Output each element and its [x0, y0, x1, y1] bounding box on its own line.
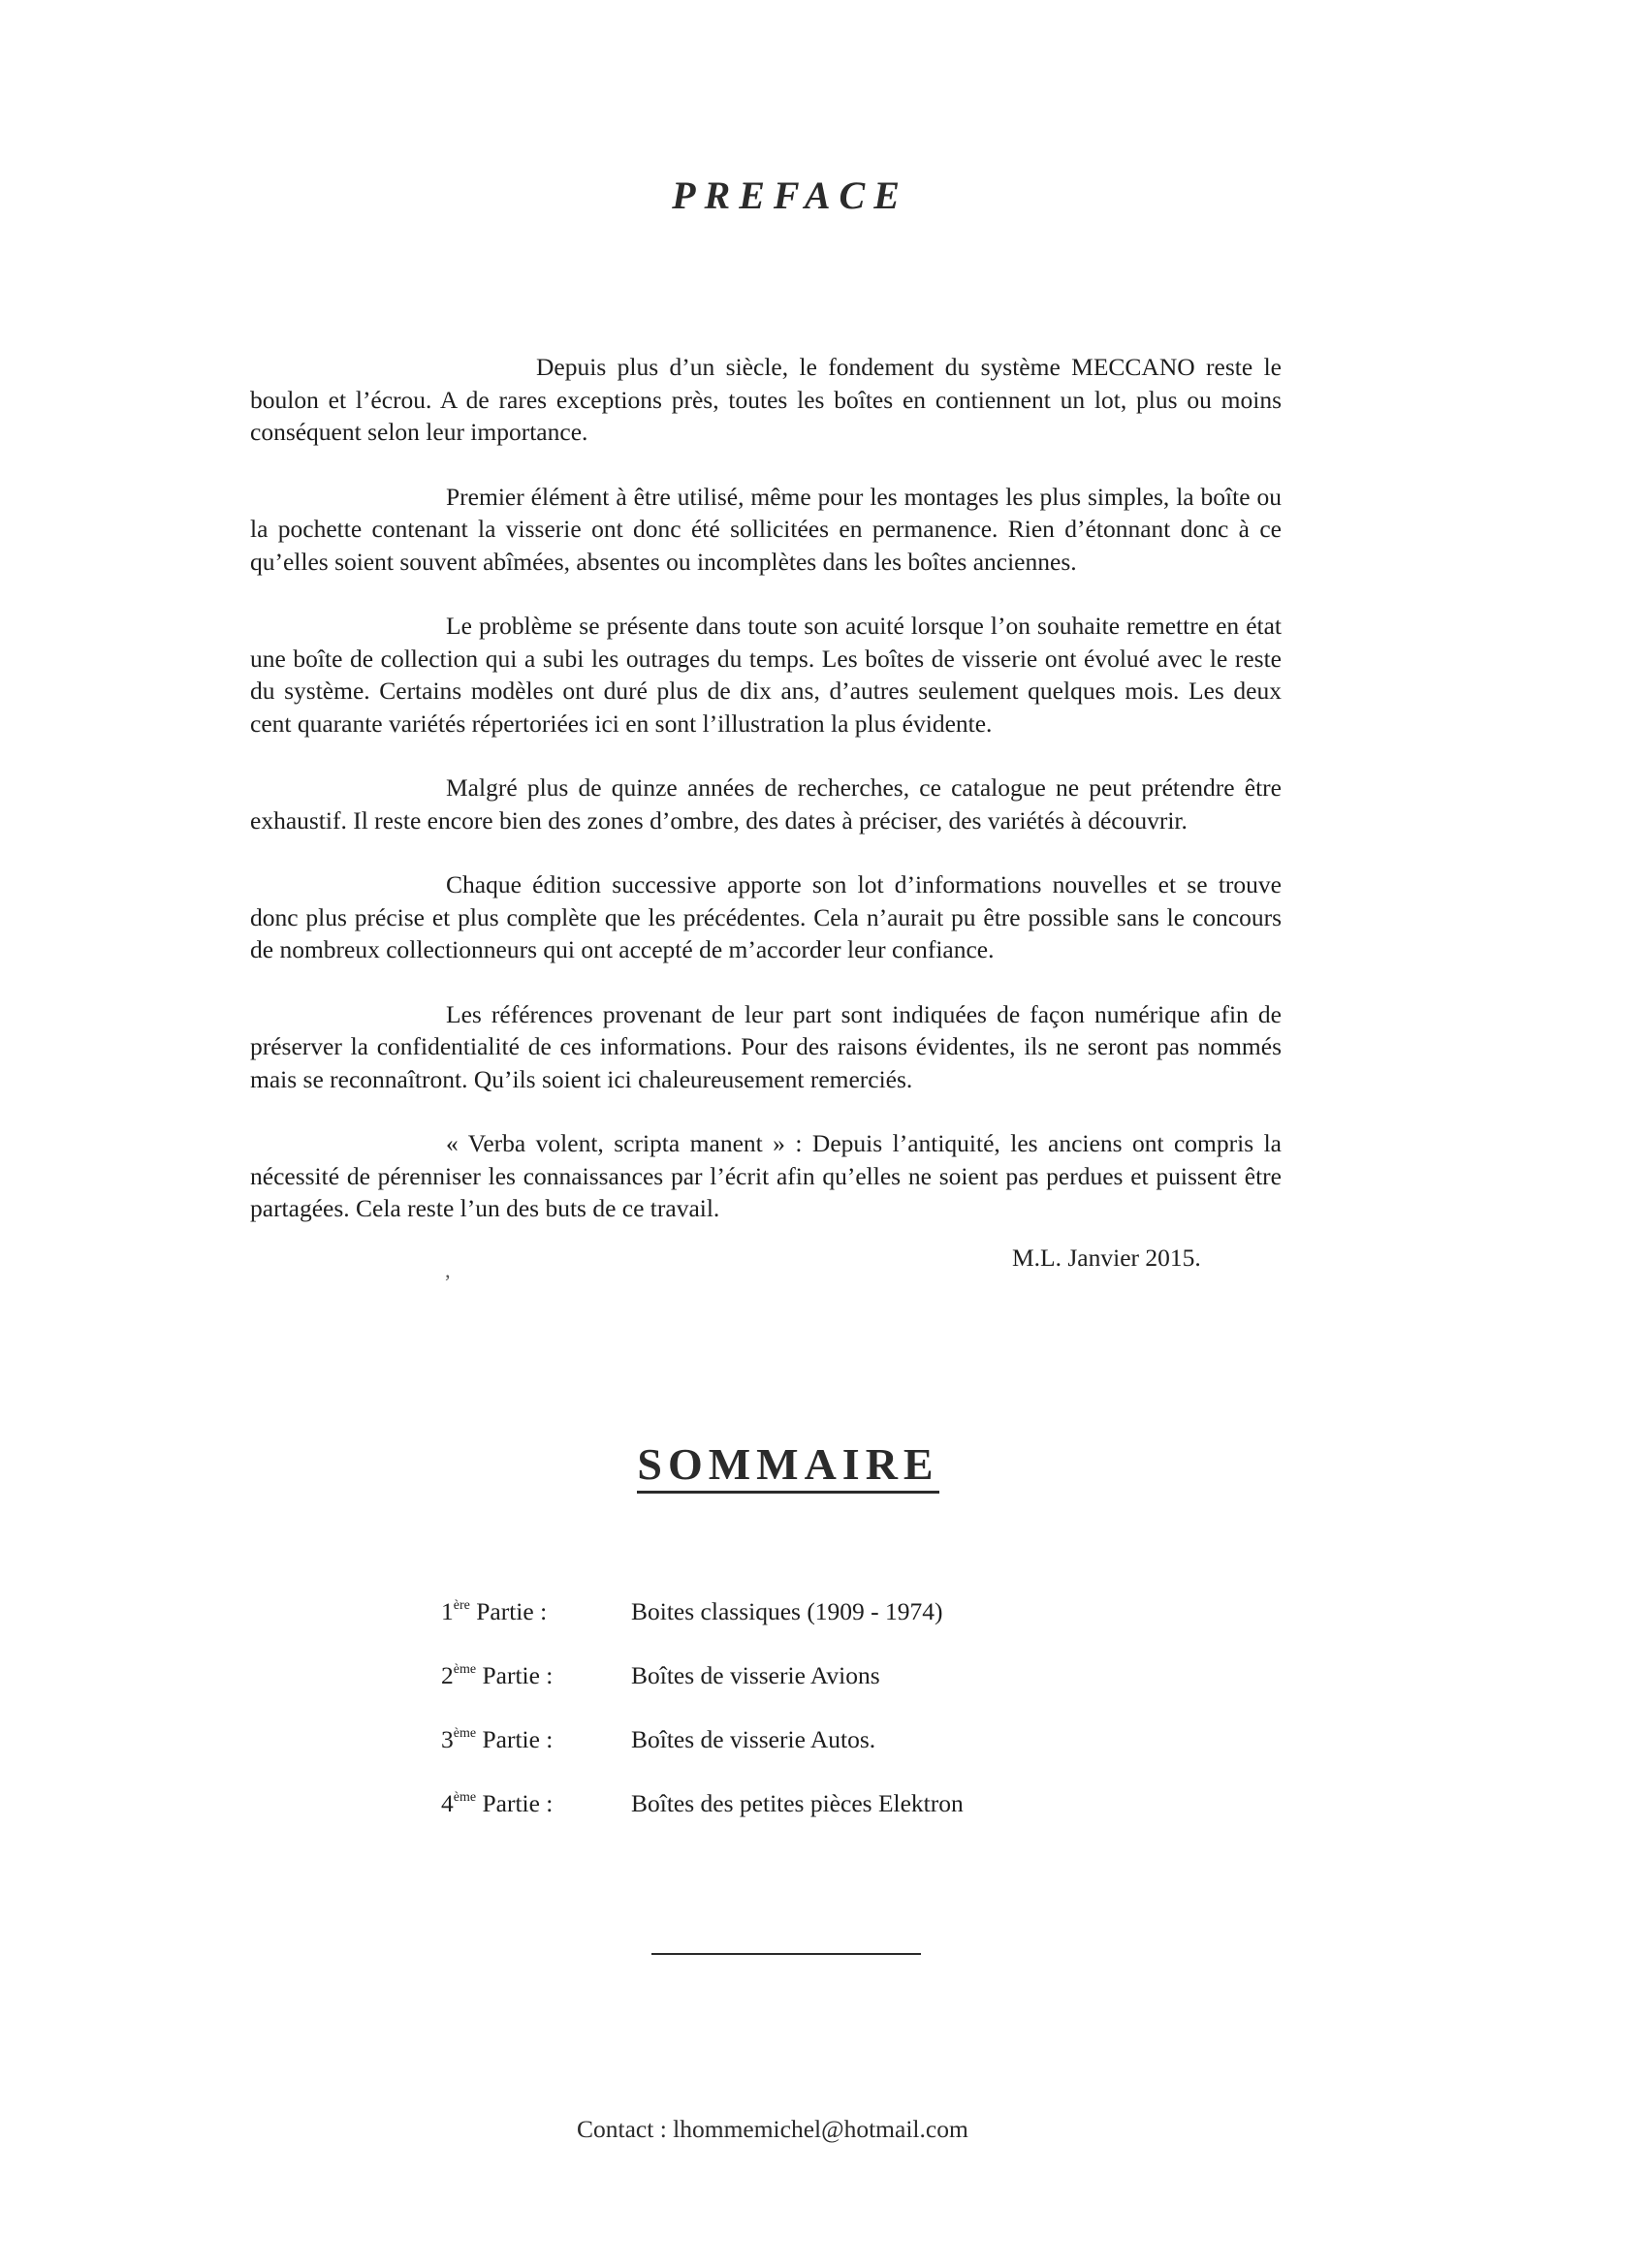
toc-title: Boîtes de visserie Avions: [631, 1661, 880, 1689]
preface-paragraph-1: Depuis plus d’un siècle, le fondement du système MECCANO reste le boulon et l’écrou. A de rares exceptions près, toutes les boîtes en contiennent un lot, plus ou moins conséquent selon leur importance.: [250, 353, 1282, 446]
toc-row-2: [441, 1661, 1120, 1725]
sommaire-title: [0, 1438, 1576, 1490]
section-divider: [651, 1953, 921, 1955]
preface-body: [250, 351, 1282, 1257]
toc-row-4: [441, 1789, 1120, 1853]
sommaire-title-text: SOMMAIRE: [637, 1439, 938, 1494]
contact-line: Contact : lhommemichel@hotmail.com: [577, 2115, 968, 2143]
toc-part-label: 4ème Partie :: [441, 1789, 554, 1817]
signature: M.L. Janvier 2015.: [1012, 1244, 1201, 1272]
preface-paragraph-3: Le problème se présente dans toute son acuité lorsque l’on souhaite remettre en état une boîte de collection qui a subi les outrages du temps. Les boîtes de visserie ont évolué avec le reste du système. Certains modèles ont duré plus de dix ans, d’autres seulement quelques mois. Les deux cent quarante variétés répertoriées ici en sont l’illustration la plus évidente.: [250, 612, 1282, 738]
toc-part-label: 2ème Partie :: [441, 1661, 554, 1689]
stray-mark: ‚: [444, 1258, 452, 1282]
toc-title: Boites classiques (1909 - 1974): [631, 1597, 943, 1625]
toc-part-label: 1ère Partie :: [441, 1597, 548, 1625]
preface-paragraph-6: Les références provenant de leur part sont indiquées de façon numérique afin de préserver la confidentialité de ces informations. Pour des raisons évidentes, ils ne seront pas nommés mais se reconnaîtront. Qu’ils soient ici chaleureusement remerciés.: [250, 999, 1282, 1093]
toc-row-3: [441, 1725, 1120, 1789]
preface-paragraph-5: Chaque édition successive apporte son lot d’informations nouvelles et se trouve donc plus précise et plus complète que les précédentes. Cela n’aurait pu être possible sans le concours de nombreux collectionneurs qui ont accepté de m’accorder leur confiance.: [250, 870, 1282, 963]
table-of-contents: [441, 1597, 1120, 1853]
preface-paragraph-7: « Verba volent, scripta manent » : Depuis l’antiquité, les anciens ont compris la nécessité de pérenniser les connaissances par l’écrit afin qu’elles ne soient pas perdues et puissent être partagées. Cela reste l’un des buts de ce travail.: [250, 1129, 1282, 1222]
toc-part-label: 3ème Partie :: [441, 1725, 554, 1753]
preface-paragraph-2: Premier élément à être utilisé, même pour les montages les plus simples, la boîte ou la pochette contenant la visserie ont donc été sollicitées en permanence. Rien d’étonnant donc à ce qu’elles soient souvent abîmées, absentes ou incomplètes dans les boîtes anciennes.: [250, 482, 1282, 576]
preface-paragraph-4: Malgré plus de quinze années de recherches, ce catalogue ne peut prétendre être exhaustif. Il reste encore bien des zones d’ombre, des dates à préciser, des variétés à découvrir.: [250, 773, 1282, 835]
preface-title: PREFACE: [672, 173, 908, 217]
toc-row-1: [441, 1597, 1120, 1661]
toc-title: Boîtes des petites pièces Elektron: [631, 1789, 964, 1817]
toc-title: Boîtes de visserie Autos.: [631, 1725, 876, 1753]
